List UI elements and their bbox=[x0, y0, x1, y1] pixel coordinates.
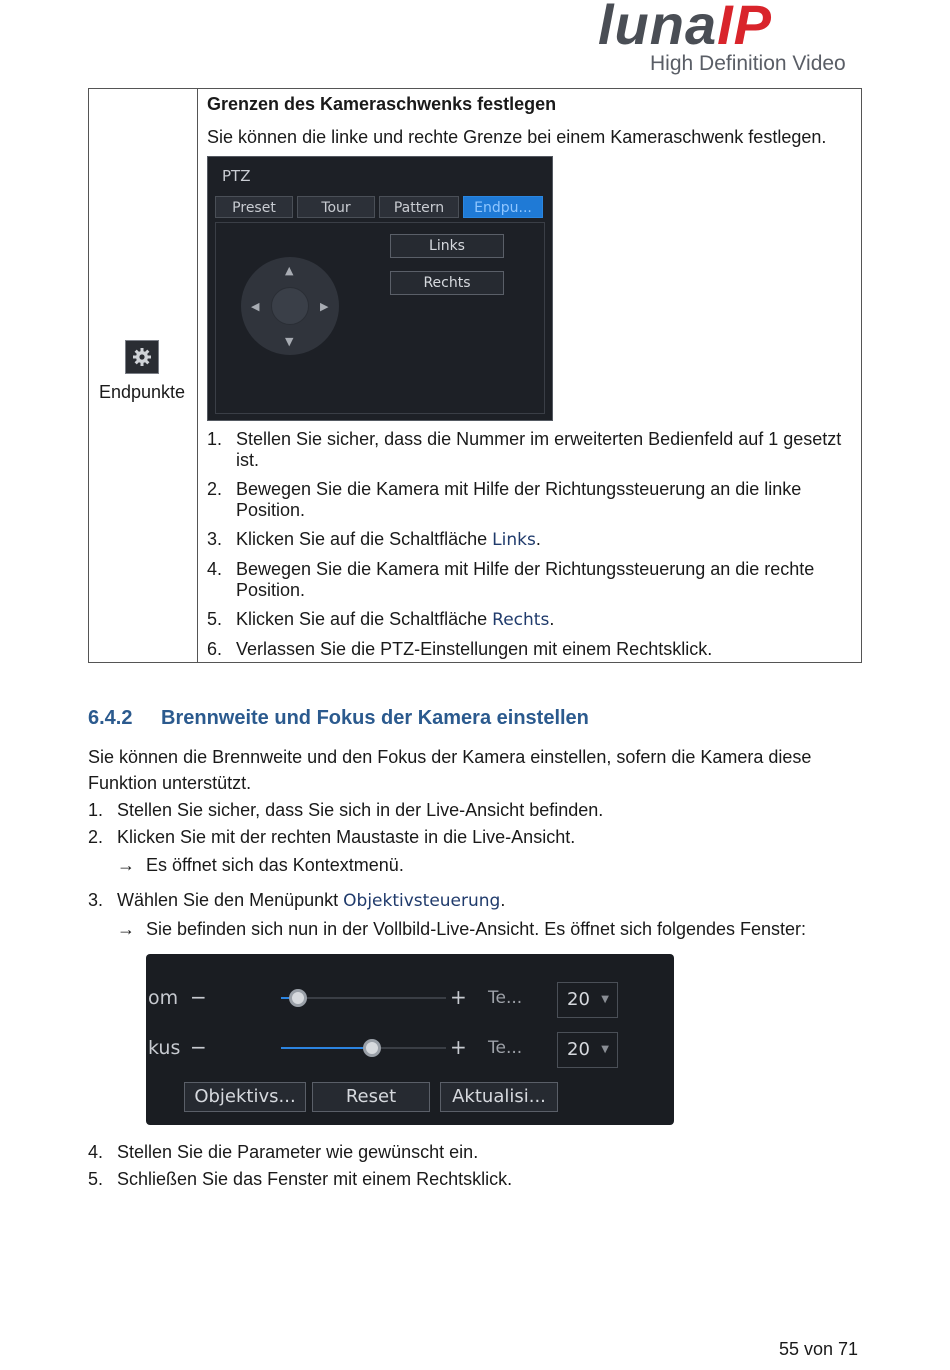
rechts-button[interactable]: Rechts bbox=[390, 271, 504, 295]
tab-tour[interactable]: Tour bbox=[297, 196, 375, 218]
step-number: 3. bbox=[207, 529, 223, 549]
logo-luna: luna bbox=[598, 0, 718, 56]
direction-pad-icon[interactable] bbox=[241, 257, 339, 355]
step-number: 1. bbox=[207, 429, 223, 449]
result-arrow-icon: → bbox=[117, 855, 135, 875]
result-text: Sie befinden sich nun in der Vollbild-Live-Ansicht. Es öffnet sich folgendes Fenster: bbox=[146, 919, 807, 939]
focus-plus-button[interactable]: + bbox=[450, 1035, 467, 1059]
tab-endpunkte[interactable]: Endpu... bbox=[463, 196, 543, 218]
section-intro: Sie können die Brennweite und den Fokus der Kamera einstellen, sofern die Kamera diese Funktion unterstützt. bbox=[88, 747, 812, 793]
list-item bbox=[88, 800, 603, 821]
result-line bbox=[117, 919, 806, 940]
tab-pattern[interactable]: Pattern bbox=[379, 196, 459, 218]
endpoint-steps bbox=[207, 429, 847, 668]
list-item bbox=[88, 1142, 478, 1163]
section-number: 6.4.2 bbox=[88, 707, 133, 729]
cell-intro: Sie können die linke und rechte Grenze bei einem Kameraschwenk festlegen. bbox=[207, 127, 827, 147]
lens-control-screenshot bbox=[146, 954, 674, 1125]
chevron-down-icon: ▼ bbox=[601, 1044, 609, 1055]
zoom-label: om bbox=[148, 987, 179, 1009]
step-number: 4. bbox=[88, 1142, 104, 1162]
zoom-plus-button[interactable]: + bbox=[450, 985, 467, 1009]
list-item bbox=[207, 529, 847, 551]
list-item bbox=[207, 609, 847, 631]
step-number: 2. bbox=[88, 827, 104, 847]
step-text: Wählen Sie den Menüpunkt bbox=[117, 890, 344, 910]
section-heading bbox=[88, 707, 589, 730]
lunaip-logo bbox=[598, 2, 862, 78]
section-title: Brennweite und Fokus der Kamera einstellen bbox=[161, 707, 589, 729]
result-text: Es öffnet sich das Kontextmenü. bbox=[146, 855, 404, 875]
list-item bbox=[207, 429, 847, 471]
step-number: 6. bbox=[207, 639, 223, 659]
arrow-up-icon[interactable]: ▲ bbox=[285, 264, 294, 277]
step-number: 3. bbox=[88, 890, 104, 910]
ptz-tab-bar bbox=[215, 196, 543, 218]
tab-preset[interactable]: Preset bbox=[215, 196, 293, 218]
ptz-title: PTZ bbox=[222, 167, 251, 185]
zoom-minus-button[interactable]: − bbox=[190, 985, 207, 1009]
reset-button[interactable]: Reset bbox=[312, 1082, 430, 1112]
list-item bbox=[88, 890, 505, 911]
zoom-step-select[interactable] bbox=[557, 982, 618, 1018]
step-number: 5. bbox=[207, 609, 223, 629]
step-number: 2. bbox=[207, 479, 223, 499]
page-number: 55 von 71 bbox=[779, 1339, 859, 1359]
arrow-right-icon[interactable]: ▶ bbox=[320, 300, 329, 313]
result-arrow-icon: → bbox=[117, 919, 135, 939]
logo-ip: IP bbox=[717, 0, 773, 56]
ui-term-objektivsteuerung: Objektivsteuerung bbox=[343, 891, 501, 911]
step-number: 5. bbox=[88, 1169, 104, 1189]
ui-term-links: Links bbox=[492, 530, 536, 550]
step-text: Bewegen Sie die Kamera mit Hilfe der Richtungssteuerung an die linke Position. bbox=[236, 479, 802, 520]
feature-label: Endpunkte bbox=[99, 382, 186, 402]
links-button[interactable]: Links bbox=[390, 234, 504, 258]
list-item bbox=[88, 1169, 512, 1190]
step-text: Verlassen Sie die PTZ-Einstellungen mit einem Rechtsklick. bbox=[236, 639, 713, 659]
step-number: 4. bbox=[207, 559, 223, 579]
step-text-end: . bbox=[535, 529, 541, 549]
zoom-slider-handle[interactable] bbox=[289, 989, 307, 1007]
result-line bbox=[117, 855, 404, 876]
step-text: Bewegen Sie die Kamera mit Hilfe der Richtungssteuerung an die rechte Position. bbox=[236, 559, 815, 600]
step-text: Stellen Sie sicher, dass die Nummer im erweiterten Bedienfeld auf 1 gesetzt ist. bbox=[236, 429, 842, 470]
focus-step-select[interactable] bbox=[557, 1032, 618, 1068]
step-number: 1. bbox=[88, 800, 104, 820]
focus-label: kus bbox=[148, 1037, 181, 1059]
list-item bbox=[207, 559, 847, 601]
arrow-left-icon[interactable]: ◀ bbox=[251, 300, 260, 313]
step-text: Klicken Sie mit der rechten Maustaste in die Live-Ansicht. bbox=[117, 827, 576, 847]
objektivsteuerung-button[interactable]: Objektivs... bbox=[184, 1082, 306, 1112]
step-text: Klicken Sie auf die Schaltfläche bbox=[236, 529, 493, 549]
focus-minus-button[interactable]: − bbox=[190, 1035, 207, 1059]
ptz-panel-screenshot bbox=[207, 156, 553, 421]
logo-wordmark bbox=[598, 0, 772, 58]
zoom-step-value: 20 bbox=[567, 989, 590, 1010]
focus-slider-handle[interactable] bbox=[363, 1039, 381, 1057]
step-text: Schließen Sie das Fenster mit einem Rechtsklick. bbox=[117, 1169, 513, 1189]
list-item bbox=[207, 639, 847, 660]
feature-table bbox=[88, 88, 862, 663]
table-column-divider bbox=[197, 89, 198, 662]
step-text: Stellen Sie die Parameter wie gewünscht ein. bbox=[117, 1142, 479, 1162]
focus-slider-fill bbox=[281, 1047, 372, 1049]
focus-step-value: 20 bbox=[567, 1039, 590, 1060]
chevron-down-icon: ▼ bbox=[601, 994, 609, 1005]
logo-tagline: High Definition Video bbox=[650, 52, 846, 75]
step-text-end: . bbox=[500, 890, 506, 910]
step-text: Stellen Sie sicher, dass Sie sich in der Live-Ansicht befinden. bbox=[117, 800, 604, 820]
step-text: Klicken Sie auf die Schaltfläche bbox=[236, 609, 493, 629]
cell-heading: Grenzen des Kameraschwenks festlegen bbox=[207, 94, 557, 114]
dpad-center-button[interactable] bbox=[271, 287, 309, 325]
aktualisieren-button[interactable]: Aktualisi... bbox=[440, 1082, 558, 1112]
zoom-te-label: Te... bbox=[488, 988, 523, 1008]
step-text-end: . bbox=[549, 609, 555, 629]
arrow-down-icon[interactable]: ▼ bbox=[285, 335, 294, 348]
gear-icon bbox=[125, 340, 159, 374]
focus-te-label: Te... bbox=[488, 1038, 523, 1058]
ui-term-rechts: Rechts bbox=[492, 610, 550, 630]
list-item bbox=[88, 827, 575, 848]
list-item bbox=[207, 479, 847, 521]
